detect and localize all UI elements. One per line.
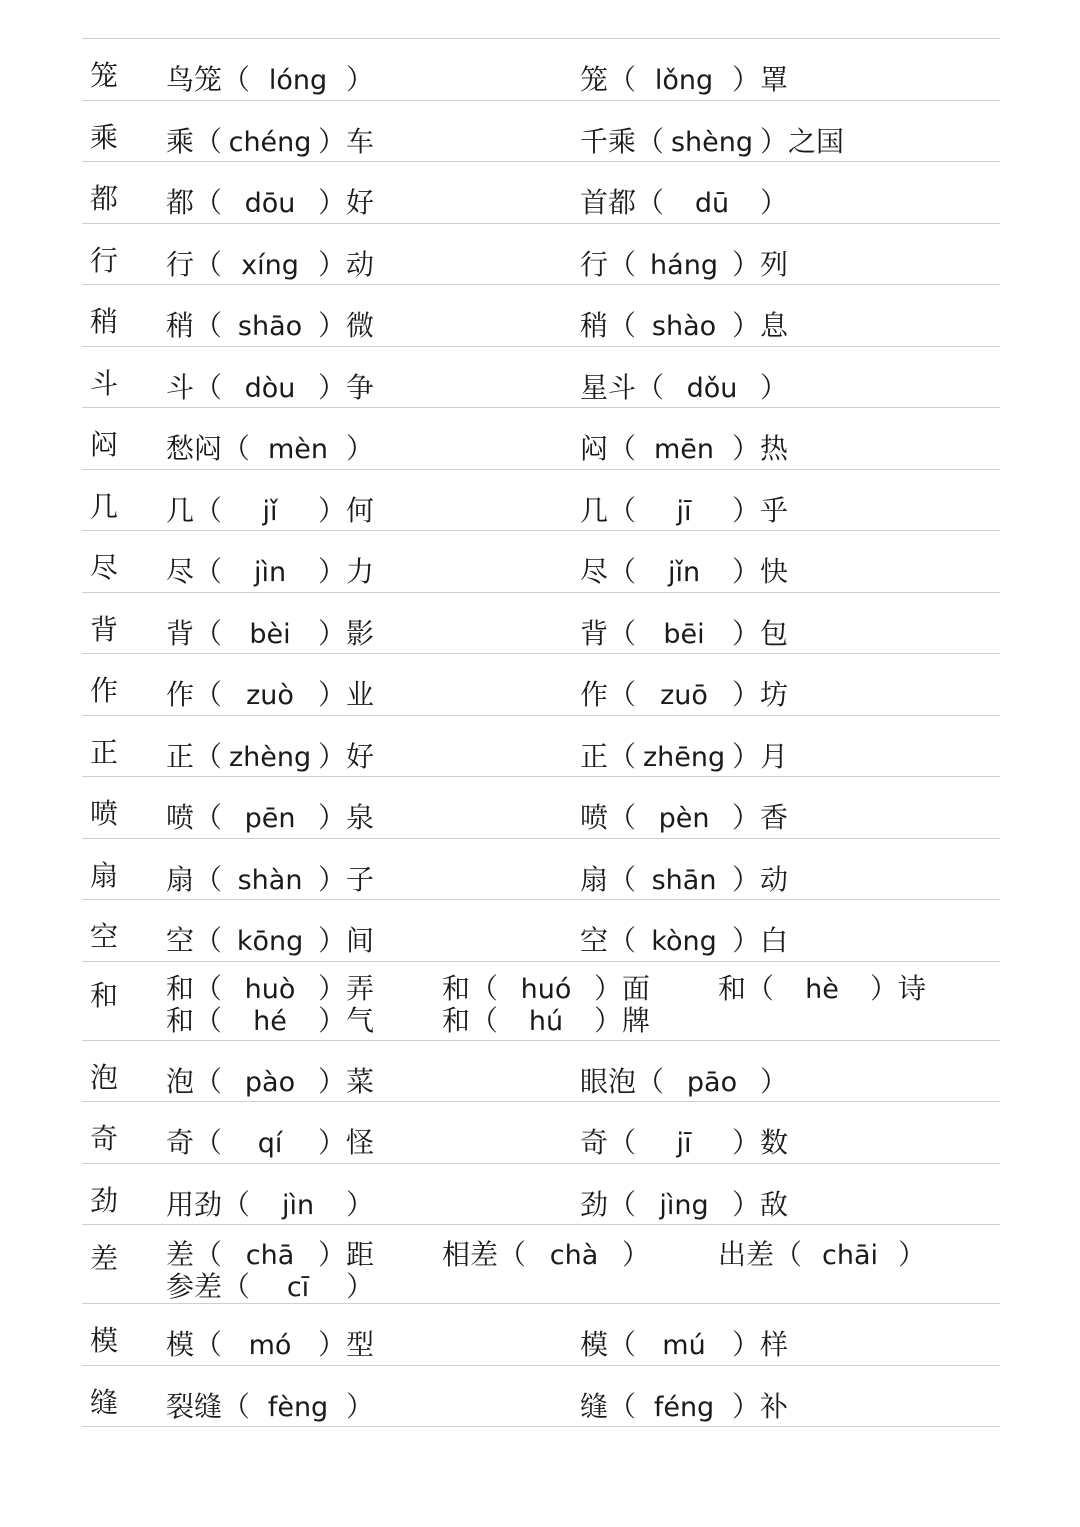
word-prefix: 劲（ bbox=[580, 1187, 637, 1221]
pinyin: chā bbox=[245, 1240, 295, 1271]
table-row bbox=[82, 654, 1000, 716]
word-suffix: ） bbox=[346, 1187, 375, 1221]
word-entry bbox=[166, 673, 374, 713]
word-suffix: ）影 bbox=[318, 616, 375, 650]
word-prefix: 和（ bbox=[442, 1003, 499, 1037]
pinyin: dòu bbox=[244, 372, 296, 404]
word-prefix: 裂缝（ bbox=[166, 1389, 251, 1423]
pinyin: fèng bbox=[267, 1391, 329, 1423]
word-prefix: 参差（ bbox=[166, 1270, 251, 1303]
word-entry bbox=[166, 735, 374, 775]
table-row bbox=[82, 224, 1000, 286]
pinyin: zhèng bbox=[228, 741, 312, 773]
word-prefix: 正（ bbox=[580, 739, 637, 773]
pinyin: lóng bbox=[268, 65, 328, 96]
word-suffix: ） bbox=[622, 1238, 651, 1271]
word-prefix: 和（ bbox=[442, 971, 499, 1005]
word-entry bbox=[166, 1385, 374, 1425]
word-suffix: ）乎 bbox=[732, 493, 789, 527]
pinyin: huó bbox=[520, 973, 572, 1005]
word-suffix: ）争 bbox=[318, 370, 375, 404]
head-character: 奇 bbox=[90, 1122, 119, 1155]
word-suffix: ）泉 bbox=[318, 801, 375, 834]
word-suffix: ）罩 bbox=[732, 63, 789, 96]
word-suffix: ）数 bbox=[732, 1126, 789, 1159]
word-suffix: ）白 bbox=[732, 924, 789, 957]
table-row bbox=[82, 285, 1000, 347]
pinyin: mēn bbox=[654, 434, 715, 465]
word-suffix: ）怪 bbox=[318, 1126, 375, 1159]
word-prefix: 首都（ bbox=[580, 186, 665, 219]
word-suffix: ）息 bbox=[732, 309, 789, 342]
table-row bbox=[82, 900, 1000, 962]
pinyin: háng bbox=[650, 249, 718, 281]
word-prefix: 都（ bbox=[166, 186, 223, 219]
word-entry bbox=[166, 858, 374, 898]
word-entry bbox=[166, 427, 374, 467]
word-prefix: 模（ bbox=[166, 1328, 223, 1361]
word-prefix: 几（ bbox=[580, 493, 637, 527]
word-suffix: ）热 bbox=[732, 432, 789, 465]
word-entry bbox=[166, 181, 374, 221]
word-prefix: 模（ bbox=[580, 1328, 637, 1361]
word-entry bbox=[580, 489, 788, 529]
word-suffix: ） bbox=[898, 1238, 927, 1271]
word-prefix: 几（ bbox=[166, 493, 223, 527]
word-suffix: ）香 bbox=[732, 801, 789, 834]
word-suffix: ）补 bbox=[732, 1389, 789, 1423]
word-suffix: ）诗 bbox=[870, 971, 927, 1005]
pinyin: hè bbox=[805, 973, 839, 1005]
head-character: 作 bbox=[90, 674, 119, 707]
word-entry bbox=[580, 366, 788, 406]
word-entry bbox=[166, 612, 374, 652]
pinyin: mó bbox=[248, 1330, 292, 1361]
word-entry bbox=[580, 1323, 788, 1363]
word-entry bbox=[166, 366, 374, 406]
word-prefix: 斗（ bbox=[166, 370, 223, 404]
word-prefix: 作（ bbox=[580, 678, 637, 711]
table-row bbox=[82, 839, 1000, 901]
word-suffix: ） bbox=[760, 186, 789, 219]
word-entry bbox=[166, 1183, 374, 1223]
word-entry bbox=[166, 489, 374, 529]
pinyin: cī bbox=[286, 1272, 310, 1303]
word-suffix: ）微 bbox=[318, 309, 375, 342]
word-prefix: 出差（ bbox=[718, 1238, 803, 1271]
pinyin: shāo bbox=[237, 311, 303, 342]
word-entry bbox=[580, 427, 788, 467]
word-prefix: 喷（ bbox=[166, 801, 223, 834]
word-suffix: ） bbox=[760, 1064, 789, 1098]
word-suffix: ）好 bbox=[318, 739, 375, 773]
pinyin: qí bbox=[257, 1128, 283, 1159]
word-entry bbox=[166, 1121, 374, 1161]
word-entry bbox=[166, 1265, 374, 1305]
word-suffix: ）列 bbox=[732, 247, 789, 281]
table-row bbox=[82, 1304, 1000, 1366]
pinyin: huò bbox=[244, 973, 296, 1005]
word-suffix: ）样 bbox=[732, 1328, 789, 1361]
head-character: 缝 bbox=[90, 1385, 119, 1419]
table-row bbox=[82, 1164, 1000, 1226]
pinyin: jǐ bbox=[262, 495, 278, 527]
word-prefix: 奇（ bbox=[580, 1126, 637, 1159]
word-suffix: ）业 bbox=[318, 678, 375, 711]
pinyin: pāo bbox=[686, 1066, 738, 1098]
word-entry bbox=[580, 243, 788, 283]
word-entry bbox=[166, 999, 374, 1039]
pinyin: chà bbox=[549, 1240, 599, 1271]
pinyin: féng bbox=[653, 1391, 715, 1423]
word-entry bbox=[580, 1121, 788, 1161]
head-character: 和 bbox=[90, 978, 119, 1012]
pinyin: kōng bbox=[236, 926, 304, 957]
word-suffix: ）动 bbox=[732, 862, 789, 896]
word-entry bbox=[580, 550, 788, 590]
word-entry bbox=[166, 1323, 374, 1363]
head-character: 都 bbox=[90, 182, 119, 215]
word-suffix: ）子 bbox=[318, 862, 375, 896]
table-row bbox=[82, 1041, 1000, 1103]
pinyin: bēi bbox=[663, 618, 705, 650]
word-entry bbox=[718, 967, 926, 1007]
word-prefix: 行（ bbox=[166, 247, 223, 281]
table-row bbox=[82, 531, 1000, 593]
word-suffix: ）牌 bbox=[594, 1003, 651, 1037]
word-entry bbox=[580, 1060, 788, 1100]
head-character: 劲 bbox=[90, 1183, 119, 1217]
word-entry bbox=[166, 796, 374, 836]
word-prefix: 千乘（ bbox=[580, 124, 665, 158]
pinyin: zuō bbox=[660, 680, 708, 711]
pinyin: jìng bbox=[659, 1189, 709, 1221]
word-entry bbox=[442, 999, 650, 1039]
word-suffix: ）坊 bbox=[732, 678, 789, 711]
word-prefix: 相差（ bbox=[442, 1238, 527, 1271]
word-suffix: ）力 bbox=[318, 555, 375, 588]
head-character: 背 bbox=[90, 612, 119, 646]
pinyin: jìn bbox=[253, 557, 287, 588]
word-prefix: 作（ bbox=[166, 678, 223, 711]
word-entry bbox=[718, 1233, 926, 1273]
word-entry bbox=[580, 181, 788, 221]
word-suffix: ）动 bbox=[318, 247, 375, 281]
word-prefix: 和（ bbox=[166, 1003, 223, 1037]
word-suffix: ） bbox=[346, 1270, 375, 1303]
word-prefix: 稍（ bbox=[166, 309, 223, 342]
pinyin: zuò bbox=[246, 680, 294, 711]
pinyin: dū bbox=[694, 188, 730, 219]
table-row bbox=[82, 347, 1000, 409]
head-character: 斗 bbox=[90, 366, 119, 400]
word-suffix: ）菜 bbox=[318, 1064, 375, 1098]
head-character: 正 bbox=[90, 735, 119, 769]
word-suffix: ）距 bbox=[318, 1238, 375, 1271]
word-prefix: 背（ bbox=[580, 616, 637, 650]
pinyin: pèn bbox=[658, 803, 710, 834]
head-character: 几 bbox=[90, 489, 119, 523]
word-entry bbox=[166, 1060, 374, 1100]
word-suffix: ）型 bbox=[318, 1328, 375, 1361]
pinyin: pēn bbox=[244, 803, 296, 834]
table-row bbox=[82, 470, 1000, 532]
pinyin: mèn bbox=[268, 434, 329, 465]
head-character: 差 bbox=[90, 1242, 119, 1275]
word-suffix: ）好 bbox=[318, 186, 375, 219]
word-suffix: ）包 bbox=[732, 616, 789, 650]
word-suffix: ） bbox=[760, 370, 789, 404]
head-character: 乘 bbox=[90, 120, 119, 154]
pinyin: lǒng bbox=[654, 65, 714, 96]
word-prefix: 笼（ bbox=[580, 63, 637, 96]
head-character: 稍 bbox=[90, 305, 119, 338]
pinyin: kòng bbox=[651, 926, 717, 957]
word-prefix: 空（ bbox=[580, 924, 637, 957]
pinyin: mú bbox=[662, 1330, 706, 1361]
word-entry bbox=[166, 58, 374, 98]
table-row bbox=[82, 777, 1000, 839]
word-suffix: ）快 bbox=[732, 555, 789, 588]
pinyin: dǒu bbox=[686, 372, 738, 404]
word-suffix: ） bbox=[346, 63, 375, 96]
pinyin: zhēng bbox=[642, 741, 726, 773]
pinyin: shào bbox=[651, 311, 717, 342]
word-suffix: ）车 bbox=[318, 124, 375, 158]
pinyin: shàn bbox=[237, 864, 303, 896]
pinyin: xíng bbox=[241, 249, 299, 281]
word-entry bbox=[580, 858, 788, 898]
word-entry bbox=[580, 735, 788, 775]
table-row bbox=[82, 101, 1000, 163]
word-entry bbox=[166, 243, 374, 283]
table-row bbox=[82, 1366, 1000, 1428]
word-prefix: 愁闷（ bbox=[166, 432, 251, 465]
word-prefix: 正（ bbox=[166, 739, 223, 773]
table-row bbox=[82, 39, 1000, 101]
word-prefix: 稍（ bbox=[580, 309, 637, 342]
head-character: 扇 bbox=[90, 858, 119, 892]
table-row bbox=[82, 593, 1000, 655]
polyphonic-character-table bbox=[82, 38, 1000, 1427]
word-prefix: 星斗（ bbox=[580, 370, 665, 404]
pinyin: jī bbox=[676, 1128, 692, 1159]
head-character: 笼 bbox=[90, 59, 119, 92]
word-prefix: 尽（ bbox=[580, 555, 637, 588]
head-character: 行 bbox=[90, 243, 119, 277]
word-suffix: ）敌 bbox=[732, 1187, 789, 1221]
head-character: 尽 bbox=[90, 551, 119, 584]
word-entry bbox=[580, 673, 788, 713]
word-entry bbox=[580, 1385, 788, 1425]
word-suffix: ）间 bbox=[318, 924, 375, 957]
word-prefix: 和（ bbox=[166, 971, 223, 1005]
pinyin: hú bbox=[528, 1005, 564, 1037]
word-prefix: 眼泡（ bbox=[580, 1064, 665, 1098]
table-row bbox=[82, 408, 1000, 470]
head-character: 空 bbox=[90, 920, 119, 953]
word-prefix: 缝（ bbox=[580, 1389, 637, 1423]
pinyin: jìn bbox=[281, 1189, 315, 1221]
word-entry bbox=[580, 120, 844, 160]
word-prefix: 差（ bbox=[166, 1238, 223, 1271]
word-prefix: 奇（ bbox=[166, 1126, 223, 1159]
word-prefix: 行（ bbox=[580, 247, 637, 281]
table-row bbox=[82, 962, 1000, 1041]
head-character: 模 bbox=[90, 1324, 119, 1357]
table-row bbox=[82, 1102, 1000, 1164]
word-suffix: ） bbox=[346, 1389, 375, 1423]
word-suffix: ）弄 bbox=[318, 971, 375, 1005]
word-prefix: 扇（ bbox=[166, 862, 223, 896]
head-character: 闷 bbox=[90, 428, 119, 461]
pinyin: bèi bbox=[249, 618, 291, 650]
word-entry bbox=[580, 612, 788, 652]
word-prefix: 和（ bbox=[718, 971, 775, 1005]
word-entry bbox=[166, 919, 374, 959]
head-character: 泡 bbox=[90, 1060, 119, 1094]
table-row bbox=[82, 716, 1000, 778]
pinyin: shān bbox=[651, 864, 717, 896]
word-prefix: 空（ bbox=[166, 924, 223, 957]
pinyin: chāi bbox=[822, 1240, 879, 1271]
pinyin: hé bbox=[253, 1005, 287, 1037]
word-entry bbox=[580, 304, 788, 344]
word-prefix: 背（ bbox=[166, 616, 223, 650]
word-entry bbox=[166, 120, 374, 160]
word-suffix: ）月 bbox=[732, 739, 789, 773]
word-suffix: ）何 bbox=[318, 493, 375, 527]
word-prefix: 喷（ bbox=[580, 801, 637, 834]
word-prefix: 鸟笼（ bbox=[166, 63, 251, 96]
word-prefix: 泡（ bbox=[166, 1064, 223, 1098]
head-character: 喷 bbox=[90, 797, 119, 830]
word-prefix: 尽（ bbox=[166, 555, 223, 588]
pinyin: jī bbox=[676, 495, 692, 527]
word-suffix: ）之国 bbox=[760, 124, 845, 158]
word-entry bbox=[166, 304, 374, 344]
word-prefix: 乘（ bbox=[166, 124, 223, 158]
pinyin: jǐn bbox=[667, 557, 701, 588]
word-prefix: 用劲（ bbox=[166, 1187, 251, 1221]
pinyin: dōu bbox=[244, 188, 296, 219]
word-entry bbox=[580, 796, 788, 836]
word-suffix: ）面 bbox=[594, 971, 651, 1005]
pinyin: chéng bbox=[228, 126, 312, 158]
word-prefix: 闷（ bbox=[580, 432, 637, 465]
table-row bbox=[82, 1225, 1000, 1304]
table-row bbox=[82, 162, 1000, 224]
word-prefix: 扇（ bbox=[580, 862, 637, 896]
word-entry bbox=[580, 919, 788, 959]
word-entry bbox=[442, 1233, 650, 1273]
word-entry bbox=[580, 58, 788, 98]
word-suffix: ） bbox=[346, 432, 375, 465]
word-suffix: ）气 bbox=[318, 1003, 375, 1037]
pinyin: pào bbox=[244, 1066, 296, 1098]
pinyin: shèng bbox=[670, 126, 754, 158]
word-entry bbox=[580, 1183, 788, 1223]
word-entry bbox=[166, 550, 374, 590]
